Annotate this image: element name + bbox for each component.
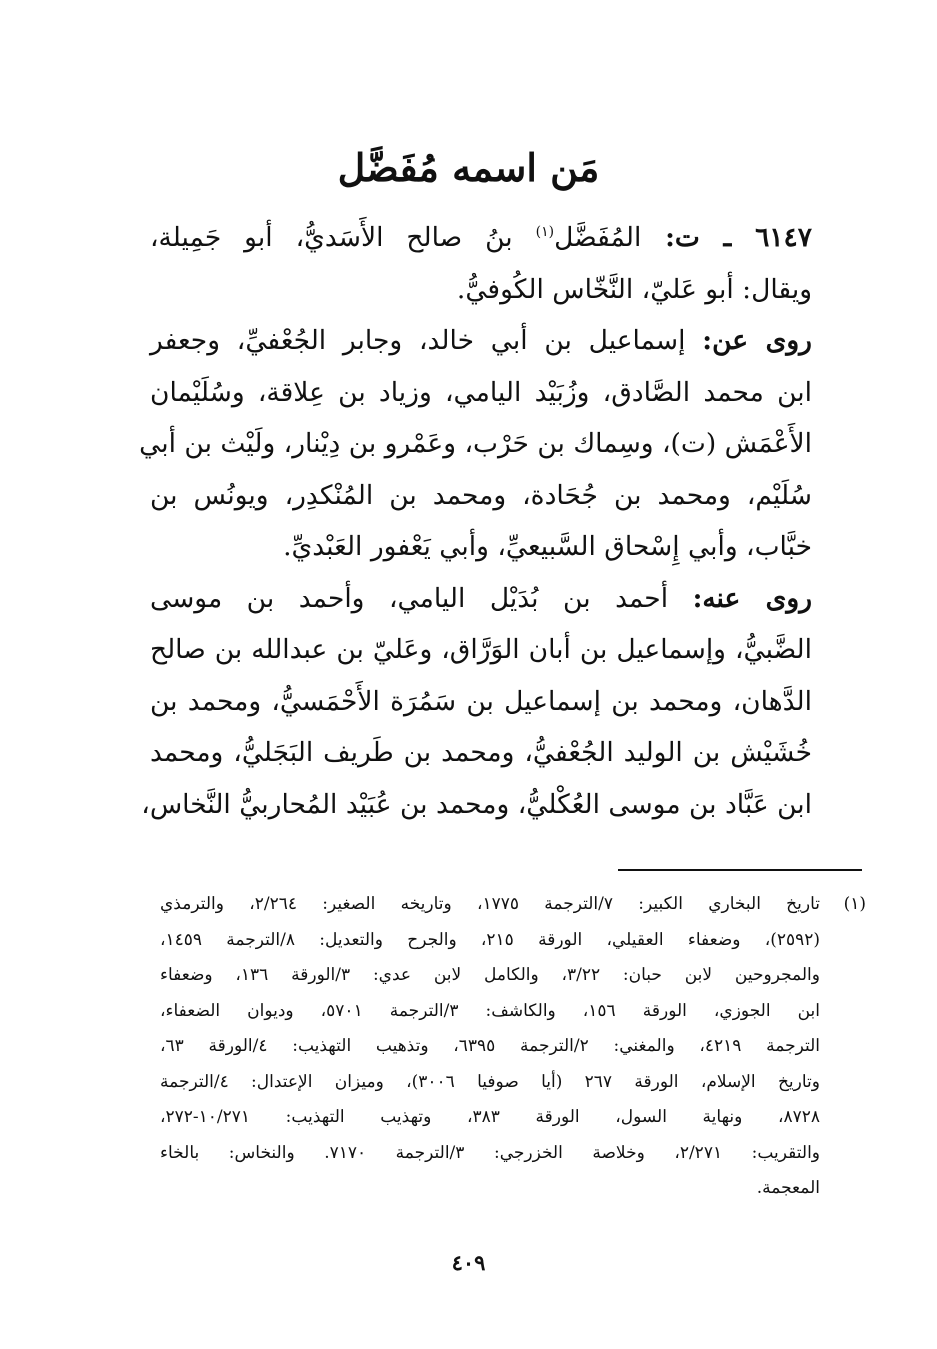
footnote-line: (٢٥٩٢)، وضعفاء العقيلي، الورقة ٢١٥، والجرح والتعديل: ٨/الترجمة ١٤٥٩، [160,929,821,950]
footnote-line: المعجمة. [756,1178,820,1198]
footnote [160,887,866,1207]
footnote-divider [618,869,862,871]
entry-number: ٦١٤٧ ـ ت: [641,222,813,253]
footnote-line: والتقريب: ٢/٢٧١، وخلاصة الخزرجي: ٣/الترجمة ٧١٧٠. والنخاس: بالخاء [160,1142,821,1163]
footnotes [160,887,866,1207]
footnote-text [160,887,820,1207]
paragraph-line: الضَّبيُّ، وإسماعيل بن أبان الوَرَّاق، وعَليّ بن عبدالله بن صالح [150,634,812,665]
footnote-line: ٨٧٢٨، ونهاية السول، الورقة ٣٨٣، وتهذيب التهذيب: ١٠/٢٧١-٢٧٢، [160,1107,820,1127]
paragraph-text: إسماعيل بن أبي خالد، وجابر الجُعْفيِّ، وجعفر [150,325,703,356]
footnote-reference: (١) [535,224,555,241]
footnote-line: ابن الجوزي، الورقة ١٥٦، والكاشف: ٣/الترجمة ٥٧٠١، وديوان الضعفاء، [160,1000,821,1021]
section-heading: مَن اسمه مُفَضَّل [337,145,600,190]
paragraph-text: أحمد بن بُدَيْل اليامي، وأحمد بن موسى [150,582,693,614]
paragraph-line: الدَّهان، ومحمد بن إسماعيل بن سَمُرَة الأَحْمَسيُّ، ومحمد بن [150,685,812,717]
page-number: ٤٠٩ [451,1250,486,1275]
footnote-line: وتاريخ الإسلام، الورقة ٢٦٧ (أيا صوفيا ٣٠٠٦)، وميزان الإعتدال: ٤/الترجمة [160,1071,820,1092]
paragraph-line [150,573,812,625]
entry-intro [150,212,812,315]
footnote-line: الترجمة ٤٢١٩، والمغني: ٢/الترجمة ٦٣٩٥، وتذهيب التهذيب: ٤/الورقة ٦٣، [160,1036,820,1056]
biography-entry [139,212,813,830]
footnote-line: تاريخ البخاري الكبير: ٧/الترجمة ١٧٧٥، وتاريخه الصغير: ٢/٢٦٤، والترمذي [160,894,821,914]
paragraph-line [150,315,812,367]
footnote-number: (١) [843,894,866,914]
narrated-from-label: روى عن: [702,325,812,356]
entry-name-rest: بنُ صالح الأَسَديُّ، أبو جَمِيلة، [150,222,536,253]
paragraph-line: ابن عَبَّاد بن موسى العُكْليُّ، ومحمد بن عُبَيْد المُحاربيُّ النَّخاس، [141,788,812,820]
paragraph-line: خبَّاب، وأبي إِسْحاق السَّبيعيِّ، وأبي يَعْفور العَبْديِّ. [283,531,812,562]
entry-line [150,212,812,264]
paragraph-line: ابن محمد الصَّادق، وزُبَيْد اليامي، وزياد بن عِلاقة، وسُلَيْمان [150,376,812,408]
paragraph-line: الأَعْمَش (ت)، وسِماك بن حَرْب، وعَمْرو بن دِيْنار، ولَيْث بن أبي [139,428,812,459]
narrated-by-paragraph [141,573,812,831]
entry-line: ويقال: أبو عَليّ، النَّخّاس الكُوفيُّ. [456,273,812,305]
paragraph-line: سُلَيْم، ومحمد بن جُحَادة، ومحمد بن المُنْكدِر، ويونُس بن [150,479,812,511]
narrated-from-paragraph [139,315,812,573]
entry-name: المُفَضَّل [554,222,642,253]
footnote-line: والمجروحين لابن حبان: ٣/٢٢، والكامل لابن عدي: ٣/الورقة ١٣٦، وضعفاء [160,965,820,985]
narrated-by-label: روى عنه: [692,582,812,614]
paragraph-line: خُشَيْش بن الوليد الجُعْفيُّ، ومحمد بن طَريف البَجَليُّ، ومحمد [150,737,812,768]
